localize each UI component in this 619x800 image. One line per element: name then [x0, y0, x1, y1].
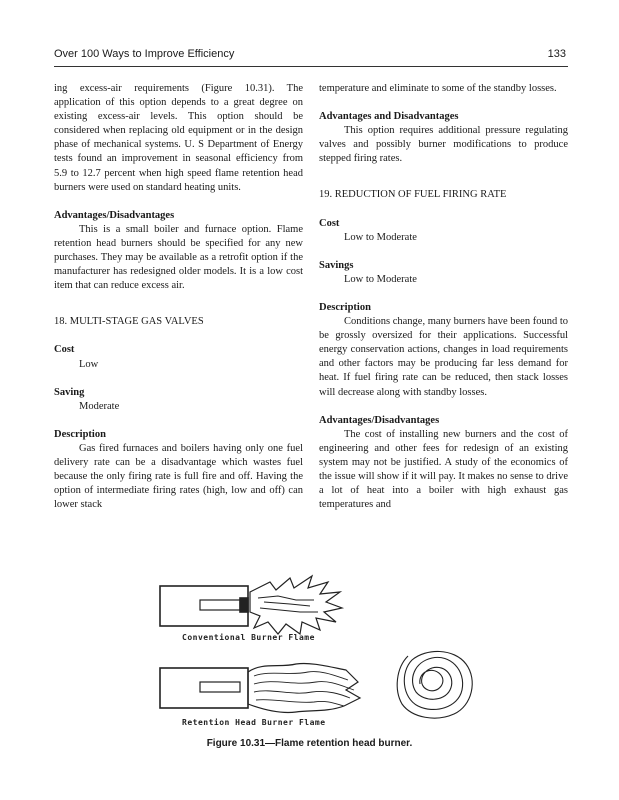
retention-burner-drawing	[160, 663, 360, 712]
conventional-burner-drawing	[160, 576, 342, 634]
advantages-disadvantages-heading-2: Advantages/Disadvantages	[319, 414, 440, 426]
burner-figure	[150, 572, 570, 732]
cost-value: Low	[79, 358, 99, 370]
description-heading: Description	[54, 428, 106, 440]
advantages-disadvantages-heading: Advantages and Disadvantages	[319, 111, 459, 123]
advantages-heading: Advantages/Disadvantages	[54, 209, 175, 221]
advantages-disadvantages-paragraph-2: The cost of installing new burners and the cost of engineering and other fees for redesign of an existing system may not be justified. A study of the economics of the issue will show if it will pay. It makes no sense to drive a lot of heat into a boiler with high exhaust gas temperatures and	[319, 428, 568, 511]
running-title: Over 100 Ways to Improve Efficiency	[54, 48, 235, 60]
description-paragraph: Conditions change, many burners have been found to be grossly oversized for their applications. Successful energy conservation actions, changes in load requirements and other factors may be producing far less demand for heat. If fuel firing rate can be reduced, then stack losses will decrease along with standby losses.	[319, 316, 568, 398]
saving-heading: Saving	[54, 386, 85, 398]
cost-heading: Cost	[319, 217, 340, 229]
advantages-disadvantages-paragraph: This option requires additional pressure regulating valves and possibly burner modifications to produce stepped firing rates.	[319, 125, 568, 165]
flame-swirl-drawing	[397, 651, 472, 718]
saving-value: Moderate	[79, 400, 120, 412]
section-18-heading: 18. MULTI-STAGE GAS VALVES	[54, 316, 204, 328]
savings-heading: Savings	[319, 259, 354, 271]
intro-paragraph: ing excess-air requirements (Figure 10.31). The application of this option depends to a great degree on existing excess-air levels. This option should be considered when replacing old equipment or in the design phase of mechanical systems. U. S Department of Energy tests found an improvement in seasonal efficiency from 5.9 to 12.7 percent when high speed flame retention head burners were used on standard heating units.	[54, 83, 303, 193]
cost-value: Low to Moderate	[344, 231, 417, 243]
burner-illustration	[150, 572, 570, 732]
right-column	[319, 82, 568, 512]
cost-heading: Cost	[54, 344, 75, 356]
figure-caption: Figure 10.31—Flame retention head burner.	[206, 738, 413, 749]
left-column	[54, 82, 303, 512]
page-number: 133	[547, 48, 566, 60]
continued-paragraph: temperature and eliminate to some of the standby losses.	[319, 83, 557, 94]
description-paragraph: Gas fired furnaces and boilers having only one fuel delivery rate can be a disadvantage which wastes fuel because the only firing rate is full fire and off. Having the option of intermediate firing rates (high, low and off) can lower stack	[54, 442, 303, 511]
savings-value: Low to Moderate	[344, 273, 417, 285]
page-header	[54, 46, 568, 67]
description-heading: Description	[319, 301, 371, 313]
advantages-paragraph: This is a small boiler and furnace option. Flame retention head burners should be specified for any new purchases. They may be available as a retrofit option if the manufacturer has redesigned older models. It is a low cost item that can reduce excess air.	[54, 223, 303, 292]
section-19-heading: 19. REDUCTION OF FUEL FIRING RATE	[319, 189, 507, 201]
retention-label: Retention Head Burner Flame	[182, 718, 326, 727]
conventional-label: Conventional Burner Flame	[182, 633, 315, 642]
